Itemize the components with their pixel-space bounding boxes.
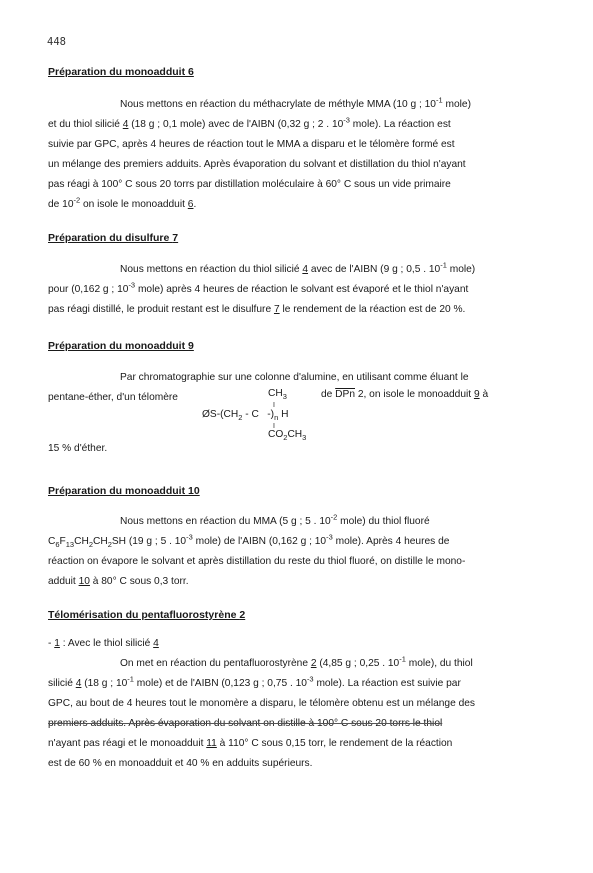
formula-ch3: $CH_3$ (268, 388, 287, 402)
text-line-dpn: de $\overline{DPn}$ 2, on isole le monoadduit 9 à (321, 389, 489, 400)
text-line: de $10^{-2}$ on isole le monoadduit 6. (48, 195, 197, 210)
text-line: réaction on évapore le solvant et après distillation du reste du thiol fluoré, on distille le mono- (48, 556, 466, 567)
heading-monoadduit-10 (48, 485, 200, 497)
formula-bond-bottom: I (273, 423, 275, 430)
text-line: pentane-éther, d'un télomère (48, 392, 178, 403)
text-line: n'ayant pas réagi et le monoadduit 11 à 110° C sous 0,15 torr, le rendement de la réaction (48, 738, 453, 749)
text-line: un mélange des premiers adduits. Après évaporation du solvant et distillation du thiol n'ayant (48, 159, 466, 170)
paragraph-disulfure-7 (48, 260, 548, 320)
text-line: adduit 10 à 80° C sous 0,3 torr. (48, 576, 189, 587)
formula-co2ch3: $CO_2CH_3$ (268, 429, 307, 443)
text-line: est de 60 % en monoadduit et 40 % en adduits supérieurs. (48, 758, 313, 769)
text-line: On met en réaction du pentafluorostyrène 2 (4,85 g ; 0,25 . $10^{-1}$ mole), du thiol (120, 654, 473, 669)
formula-main: $ØS-(CH_2$ - C $-)_n$ H (202, 409, 289, 423)
heading-compound-number: 6 (188, 66, 194, 78)
text-line: suivie par GPC, après 4 heures de réaction tout le MMA a disparu et le télomère formé est (48, 139, 455, 150)
paragraph-monoadduit-9-end (48, 439, 548, 459)
heading-telomerisation (48, 609, 245, 621)
text-line: $C_6F_{13}CH_2CH_2SH$ (19 g ; 5 . $10^{-3}$ mole) de l'AIBN (0,162 g ; $10^{-3}$ mole). Après 4 heures de (48, 532, 450, 550)
paragraph-monoadduit-6 (48, 95, 548, 215)
paragraph-monoadduit-10 (48, 512, 548, 592)
text-line: Par chromatographie sur une colonne d'alumine, en utilisant comme éluant le (120, 372, 469, 383)
text-line: pas réagi à 100° C sous 20 torrs par distillation moléculaire à 60° C sous un vide primaire (48, 179, 451, 190)
text-line: et du thiol silicié 4 (18 g ; 0,1 mole) avec de l'AIBN (0,32 g ; 2 . $10^{-3}$ mole). La réaction est (48, 115, 451, 130)
text-line: GPC, au bout de 4 heures tout le monomère a disparu, le télomère obtenu est un mélange des (48, 698, 476, 709)
text-line: Nous mettons en réaction du MMA (5 g ; 5 . $10^{-2}$ mole) du thiol fluoré (120, 512, 430, 527)
heading-text: Télomérisation du pentafluorostyrène (48, 609, 240, 621)
heading-text: Préparation du monoadduit (48, 340, 189, 352)
text-line: pas réagi distillé, le produit restant est le disulfure 7 le rendement de la réaction est de 20 %. (48, 304, 466, 315)
text-line: Nous mettons en réaction du méthacrylate de méthyle MMA (10 g ; $10^{-1}$ mole) (120, 95, 471, 110)
text-line: silicié 4 (18 g ; $10^{-1}$ mole) et de l'AIBN (0,123 g ; 0,75 . $10^{-3}$ mole). La réaction est suivie par (48, 674, 461, 689)
heading-monoadduit-9 (48, 340, 194, 352)
subheading-thiol-silicie: - 1 : Avec le thiol silicié 4 (48, 638, 159, 649)
text-line: 15 % d'éther. (48, 443, 108, 454)
text-line: Nous mettons en réaction du thiol silicié 4 avec de l'AIBN (9 g ; 0,5 . $10^{-1}$ mole) (120, 260, 476, 275)
heading-compound-number: 9 (188, 340, 194, 352)
text-line: premiers adduits. Après évaporation du solvant on distille à 100° C sous 20 torrs le thiol (48, 718, 443, 729)
heading-compound-number: 7 (172, 232, 179, 244)
formula-bond-top: I (273, 402, 275, 409)
heading-text: Préparation du monoadduit (48, 66, 189, 78)
heading-compound-number: 10 (188, 485, 200, 497)
heading-text: Préparation du disulfure (48, 232, 173, 244)
paragraph-telomerisation (48, 634, 548, 774)
text-line: pour (0,162 g ; $10^{-3}$ mole) après 4 heures de réaction le solvant est évaporé et le thiol n'ayant (48, 280, 469, 295)
heading-disulfure-7 (48, 232, 178, 244)
page-number: 448 (47, 36, 66, 48)
heading-text: Préparation du monoadduit (48, 485, 189, 497)
heading-monoadduit-6 (48, 66, 194, 78)
heading-compound-number: 2 (239, 609, 246, 621)
